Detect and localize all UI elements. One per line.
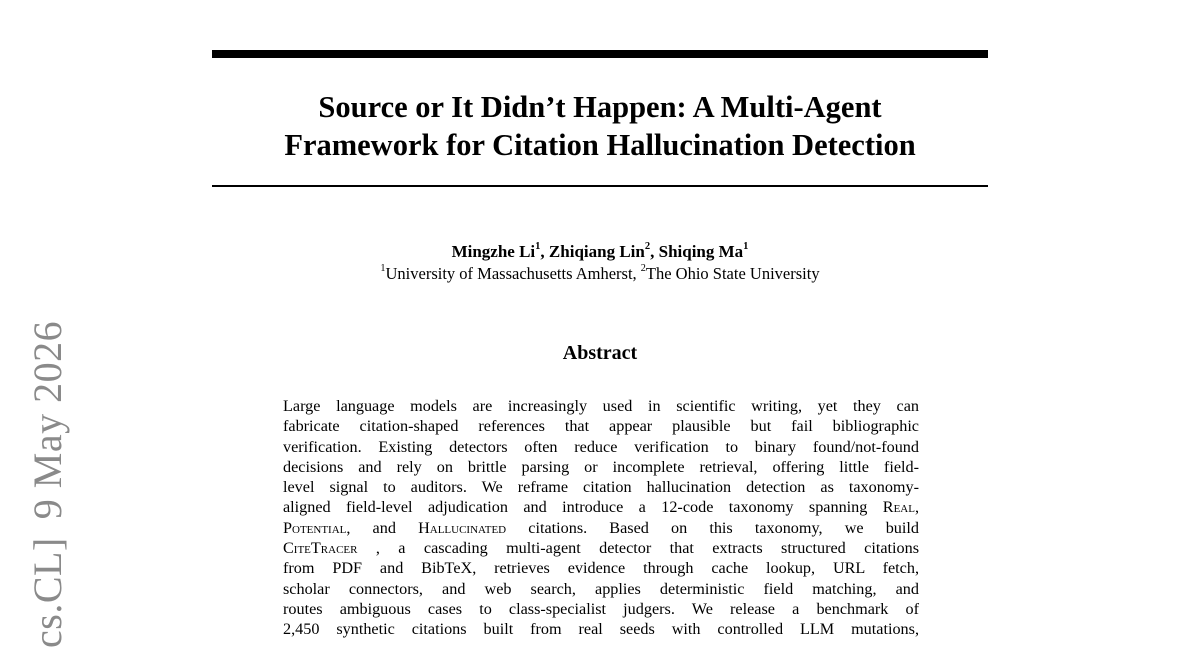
arxiv-category: cs.CL] bbox=[25, 537, 70, 648]
affil-mark: 1 bbox=[380, 263, 386, 275]
author-name: Mingzhe Li bbox=[451, 242, 536, 261]
taxonomy-term-hallucinated: Hallucinated bbox=[418, 518, 507, 537]
system-name: CiteTracer bbox=[283, 539, 358, 558]
author-name: Shiqing Ma bbox=[658, 242, 744, 261]
abstract-line: Large language models are increasingly used in scientific writing, yet they can bbox=[283, 397, 919, 415]
title-line-2: Framework for Citation Hallucination Detection bbox=[284, 128, 916, 162]
abstract-line: scholar connectors, and web search, applies deterministic field matching, and bbox=[283, 579, 919, 598]
abstract-line: decisions and rely on brittle parsing or incomplete retrieval, offering little field- bbox=[283, 457, 919, 476]
author-affil-mark: 1 bbox=[535, 241, 541, 253]
abstract-line bbox=[283, 538, 919, 558]
abstract-heading: Abstract bbox=[562, 342, 638, 364]
abstract-line bbox=[283, 497, 919, 517]
abstract-text: aligned field-level adjudication and introduce a 12-code taxonomy spanning bbox=[283, 498, 883, 517]
abstract-line: fabricate citation-shaped references that appear plausible but fail bibliographic bbox=[283, 417, 919, 436]
abstract-text: , a cascading multi-agent detector that extracts structured citations bbox=[357, 539, 919, 558]
abstract-line: from PDF and BibTeX, retrieves evidence through cache lookup, URL fetch, bbox=[283, 559, 919, 578]
paper-title bbox=[212, 88, 988, 164]
title-top-rule bbox=[212, 50, 988, 58]
abstract-line bbox=[283, 518, 919, 538]
taxonomy-term-real: Real bbox=[882, 498, 915, 517]
affil-mark: 2 bbox=[640, 263, 646, 275]
author-affil-mark: 2 bbox=[644, 241, 651, 253]
abstract-line: verification. Existing detectors often reduce verification to binary found/not-found bbox=[283, 437, 919, 456]
arxiv-side-stamp bbox=[24, 321, 71, 648]
title-line-1: Source or It Didn’t Happen: A Multi-Agent bbox=[318, 90, 882, 124]
author-name: Zhiqiang Lin bbox=[548, 242, 645, 261]
abstract-line: 2,450 synthetic citations built from real seeds with controlled LLM mutations, bbox=[283, 620, 919, 639]
abstract-text: citations. Based on this taxonomy, we build bbox=[506, 518, 919, 537]
affiliations: $^1$University of Massachusetts Amherst, $^2$The Ohio State University bbox=[380, 263, 820, 283]
author-names: Mingzhe Li$^1$, Zhiqiang Lin$^2$, Shiqing Ma$^1$ bbox=[451, 241, 749, 261]
abstract-line: routes ambiguous cases to class-specialist judgers. We release a benchmark of bbox=[283, 599, 919, 618]
taxonomy-term-potential: Potential bbox=[283, 518, 347, 537]
arxiv-date: 9 May 2026 bbox=[25, 320, 70, 520]
affiliation-name: The Ohio State University bbox=[645, 264, 820, 283]
abstract-line: level signal to auditors. We reframe citation hallucination detection as taxonomy- bbox=[283, 478, 919, 497]
affiliation-name: University of Massachusetts Amherst bbox=[385, 264, 633, 283]
author-affil-mark: 1 bbox=[743, 241, 749, 253]
abstract-text: , bbox=[914, 498, 919, 517]
title-bottom-rule bbox=[212, 185, 988, 187]
author-block bbox=[212, 241, 988, 285]
abstract-text: , and bbox=[346, 518, 419, 537]
abstract-body bbox=[283, 396, 919, 640]
